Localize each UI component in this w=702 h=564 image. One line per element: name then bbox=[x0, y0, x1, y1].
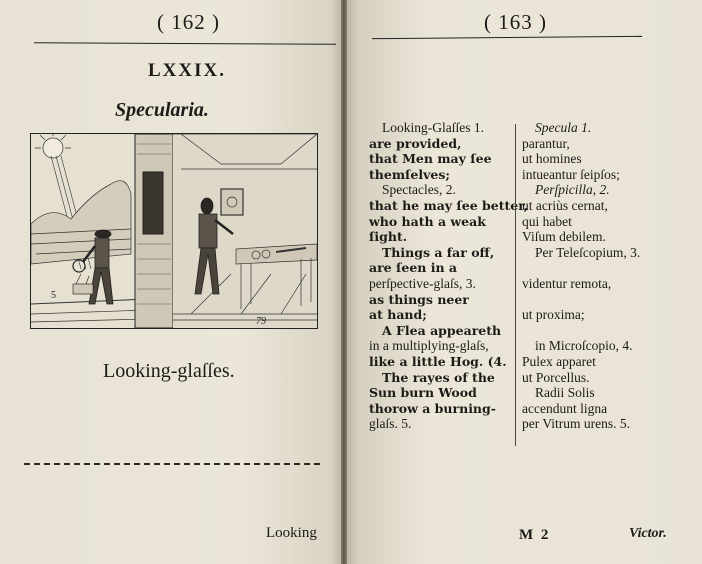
latin-column bbox=[522, 120, 672, 432]
text-line: per Vitrum urens. 5. bbox=[522, 416, 631, 432]
text-line: in a multiplying-glaſs, bbox=[369, 338, 489, 354]
text-line: like a little Hog. (4. bbox=[369, 353, 507, 369]
text-line: that Men may ſee bbox=[369, 151, 492, 167]
text-line: Looking-Glaſſes 1. bbox=[382, 120, 484, 135]
text-line: ut proxima; bbox=[522, 307, 585, 323]
text-line: Per Teleſcopium, 3. bbox=[535, 244, 641, 260]
text-line: ut homines bbox=[522, 151, 582, 167]
text-line: Perſpicilla, 2. bbox=[535, 182, 610, 198]
woodcut-caption: Looking-glaſſes. bbox=[103, 360, 235, 382]
text-line: that he may ſee better, bbox=[369, 197, 529, 213]
text-line: parantur, bbox=[522, 135, 570, 151]
text-line: as things neer bbox=[369, 291, 469, 307]
text-line: perſpective-glaſs, 3. bbox=[369, 275, 476, 291]
text-line: Pulex apparet bbox=[522, 353, 596, 369]
text-line: qui habet bbox=[522, 213, 572, 229]
text-line: Sun burn Wood bbox=[369, 385, 477, 401]
english-column bbox=[369, 120, 529, 432]
footer-rule-left bbox=[24, 463, 320, 465]
text-line: accendunt ligna bbox=[522, 400, 608, 416]
text-line: who hath a weak bbox=[369, 213, 486, 229]
page-number-right: ( 163 ) bbox=[484, 10, 547, 34]
text-line: Things a far off, bbox=[382, 244, 495, 260]
text-line bbox=[522, 292, 672, 308]
catchword-right: Victor. bbox=[629, 526, 667, 541]
text-line: are provided, bbox=[369, 135, 462, 151]
text-line: intueantur ſeipſos; bbox=[522, 166, 620, 182]
text-line bbox=[522, 260, 672, 276]
text-line: ſight. bbox=[369, 229, 408, 245]
signature-mark: M 2 bbox=[519, 527, 551, 543]
text-line: Spectacles, 2. bbox=[382, 182, 456, 198]
chapter-number: LXXIX. bbox=[148, 60, 226, 81]
page-number-left: ( 162 ) bbox=[157, 10, 220, 34]
text-line: ut acriùs cernat, bbox=[522, 197, 608, 213]
text-line: Viſum debilem. bbox=[522, 229, 606, 245]
text-line: themſelves; bbox=[369, 166, 450, 182]
book-spine bbox=[341, 0, 347, 564]
text-line: are ſeen in a bbox=[369, 260, 458, 276]
text-line: glaſs. 5. bbox=[369, 416, 412, 432]
chapter-title: Specularia. bbox=[115, 99, 209, 121]
text-line: in Microſcopio, 4. bbox=[535, 338, 633, 354]
woodcut-illustration bbox=[30, 133, 318, 329]
catchword-left: Looking bbox=[266, 525, 317, 541]
text-line: Specula 1. bbox=[535, 120, 592, 135]
text-line bbox=[522, 323, 672, 339]
text-line: Radii Solis bbox=[535, 385, 595, 401]
woodcut-number: 79 bbox=[256, 316, 266, 327]
text-line: ut Porcellus. bbox=[522, 369, 590, 385]
column-divider bbox=[515, 124, 516, 446]
woodcut-drawing bbox=[31, 134, 317, 328]
text-line: videntur remota, bbox=[522, 275, 612, 291]
text-line: thorow a burning- bbox=[369, 400, 496, 416]
text-line: at hand; bbox=[369, 307, 427, 323]
text-line: A Flea appeareth bbox=[382, 322, 502, 338]
woodcut-mark-5: 5 bbox=[51, 290, 56, 301]
text-line: The rayes of the bbox=[382, 369, 495, 385]
